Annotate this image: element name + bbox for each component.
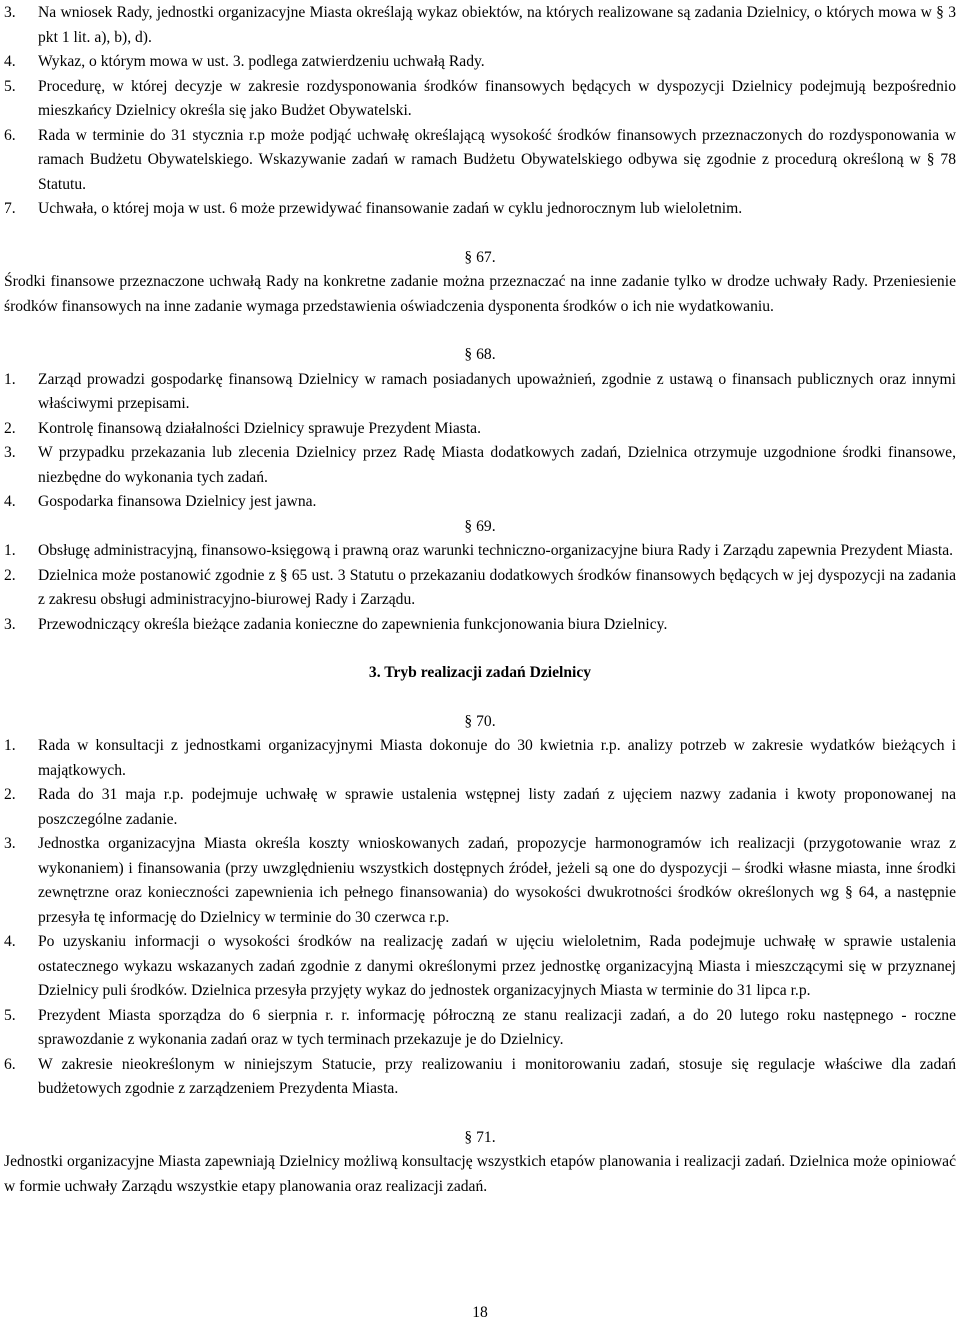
item-text: Prezydent Miasta sporządza do 6 sierpnia r. r. informację półroczną ze stanu realizacji zadań, a do 20 lutego roku następnego - roczne sprawozdanie z wykonania zadań oraz w tych terminach przekazuje je do Dzielnicy.: [38, 1006, 956, 1048]
item-number: 2.: [4, 419, 16, 437]
paragraph-text-67: Środki finansowe przeznaczone uchwałą Rady na konkretne zadanie można przeznaczać na inne zadanie tylko w drodze uchwały Rady. Przeniesienie środków finansowych na inne zadanie wymaga przedstawienia oświadczenia dysponenta środków o ich nie wydatkowaniu.: [4, 273, 956, 315]
list-item: [4, 368, 956, 417]
list-item: [4, 539, 956, 564]
item-number: 1.: [4, 542, 16, 559]
item-text: Obsługę administracyjną, finansowo-księgową i prawną oraz warunki techniczno-organizacyjne biura Rady i Zarządu zapewnia Prezydent Miasta.: [38, 542, 954, 559]
item-number: 1.: [4, 370, 16, 388]
item-number: 6.: [4, 1055, 16, 1073]
art66-items: [4, 1, 956, 222]
item-number: 1.: [4, 737, 16, 754]
paragraph-heading-70: § 70.: [464, 712, 496, 730]
item-text: Dzielnica może postanowić zgodnie z § 65 ust. 3 Statutu o przekazaniu dodatkowych środków finansowych będących w jej dyspozycji na zadania z zakresu obsługi administracyjno-biurowej Rady i Zarządu.: [38, 566, 956, 608]
item-number: 2.: [4, 566, 16, 584]
item-number: 5.: [4, 77, 16, 95]
section-title: 3. Tryb realizacji zadań Dzielnicy: [368, 664, 592, 681]
item-text: Uchwała, o której moja w ust. 6 może przewidywać finansowanie zadań w cyklu jednorocznym lub wieloletnim.: [38, 200, 743, 217]
item-number: 3.: [4, 615, 16, 633]
list-item: [4, 1004, 956, 1053]
item-text: Procedurę, w której decyzje w zakresie rozdysponowania środków finansowych będących w dyspozycji Dzielnicy podejmują bezpośrednio mieszkańcy Dzielnicy określa się jako Budżet Obywatelski.: [38, 77, 956, 119]
list-item: [4, 417, 956, 442]
art70-items: [4, 734, 956, 1102]
list-item: [4, 930, 956, 1004]
list-item: [4, 124, 956, 198]
list-item: [4, 832, 956, 930]
list-item: [4, 1, 956, 50]
paragraph-heading-68: § 68.: [464, 346, 496, 363]
item-text: Przewodniczący określa bieżące zadania konieczne do zapewnienia funkcjonowania biura Dzielnicy.: [38, 615, 668, 633]
list-item: [4, 441, 956, 490]
item-text: Wykaz, o którym mowa w ust. 3. podlega zatwierdzeniu uchwałą Rady.: [38, 53, 485, 70]
item-number: 4.: [4, 493, 16, 510]
item-number: 5.: [4, 1006, 16, 1024]
item-number: 3.: [4, 444, 16, 461]
item-text: W zakresie nieokreślonym w niniejszym Statucie, przy realizowaniu i monitorowaniu zadań, stosuje się regulacje właściwe dla zadań budżetowych zgodnie z zarządzeniem Prezydenta Miasta.: [38, 1055, 956, 1097]
item-text: Rada w terminie do 31 stycznia r.p może podjąć uchwałę określającą wysokość środków finansowych przeznaczonych do rozdysponowania w ramach Budżetu Obywatelskiego. Wskazywanie zadań w ramach Budżetu Obywatelskiego odbywa się zgodnie z procedurą określoną w § 78 Statutu.: [38, 126, 956, 193]
item-number: 3.: [4, 835, 16, 852]
list-item: [4, 734, 956, 783]
paragraph-heading-71: § 71.: [464, 1128, 496, 1146]
item-number: 4.: [4, 53, 16, 70]
item-text: Jednostka organizacyjna Miasta określa koszty wnioskowanych zadań, propozycje harmonogramów ich realizacji (przygotowanie wraz z wykonaniem) i finansowania (przy uwzględnieniu wszystkich dostępnych źródeł, jeżeli są one do dyspozycji – środki własne miasta, inne środki zewnętrzne oraz konieczności zapewnienia ich pełnego finansowania) do wysokości dwukrotności środków określonych wg § 64, a następnie przesyła tę informację do Dzielnicy w terminie do 30 czerwca r.p.: [38, 835, 956, 926]
paragraph-heading-69: § 69.: [464, 517, 496, 535]
list-item: [4, 783, 956, 832]
list-item: [4, 490, 956, 515]
page-number: 18: [472, 1304, 488, 1321]
item-number: 3.: [4, 4, 16, 21]
list-item: [4, 50, 956, 75]
item-text: Po uzyskaniu informacji o wysokości środków na realizację zadań w ujęciu wieloletnim, Rada podejmuje uchwałę w sprawie ustalenia ostatecznego wykazu wskazanych zadań zgodnie z danymi określonymi przez jednostkę organizacyjną Miasta i mieszczącymi się w przyznanej Dzielnicy puli środków. Dzielnica przesyła przyjęty wykaz do jednostek organizacyjnych Miasta w terminie do 31 lipca r.p.: [38, 933, 956, 999]
item-text: Kontrolę finansową działalności Dzielnicy sprawuje Prezydent Miasta.: [38, 419, 481, 437]
list-item: [4, 613, 956, 638]
list-item: [4, 197, 956, 222]
item-text: Zarząd prowadzi gospodarkę finansową Dzielnicy w ramach posiadanych upoważnień, zgodnie z ustawą o finansach publicznych oraz innymi właściwymi przepisami.: [38, 370, 956, 412]
item-number: 6.: [4, 126, 16, 144]
item-number: 7.: [4, 200, 16, 217]
list-item: [4, 75, 956, 124]
item-text: Rada w konsultacji z jednostkami organizacyjnymi Miasta dokonuje do 30 kwietnia r.p. analizy potrzeb w zakresie wydatków bieżących i majątkowych.: [38, 737, 956, 779]
art69-items: [4, 539, 956, 637]
item-text: Gospodarka finansowa Dzielnicy jest jawna.: [38, 493, 317, 510]
list-item: [4, 1053, 956, 1102]
art68-items: [4, 368, 956, 515]
item-text: Rada do 31 maja r.p. podejmuje uchwałę w sprawie ustalenia wstępnej listy zadań z ujęciem nazwy zadania i kwoty proponowanej na poszczególne zadanie.: [38, 786, 956, 828]
paragraph-text-71: Jednostki organizacyjne Miasta zapewniają Dzielnicy możliwą konsultację wszystkich etapów planowania i realizacji zadań. Dzielnica może opiniować w formie uchwały Zarządu wszystkie etapy planowania oraz realizacji zadań.: [4, 1153, 956, 1195]
item-text: Na wniosek Rady, jednostki organizacyjne Miasta określają wykaz obiektów, na których realizowane są zadania Dzielnicy, o których mowa w § 3 pkt 1 lit. a), b), d).: [38, 4, 956, 46]
item-text: W przypadku przekazania lub zlecenia Dzielnicy przez Radę Miasta dodatkowych zadań, Dzielnica otrzymuje uzgodnione środki finansowe, niezbędne do wykonania tych zadań.: [38, 444, 956, 486]
list-item: [4, 564, 956, 613]
item-number: 4.: [4, 933, 16, 950]
item-number: 2.: [4, 786, 16, 803]
paragraph-heading-67: § 67.: [464, 248, 496, 266]
